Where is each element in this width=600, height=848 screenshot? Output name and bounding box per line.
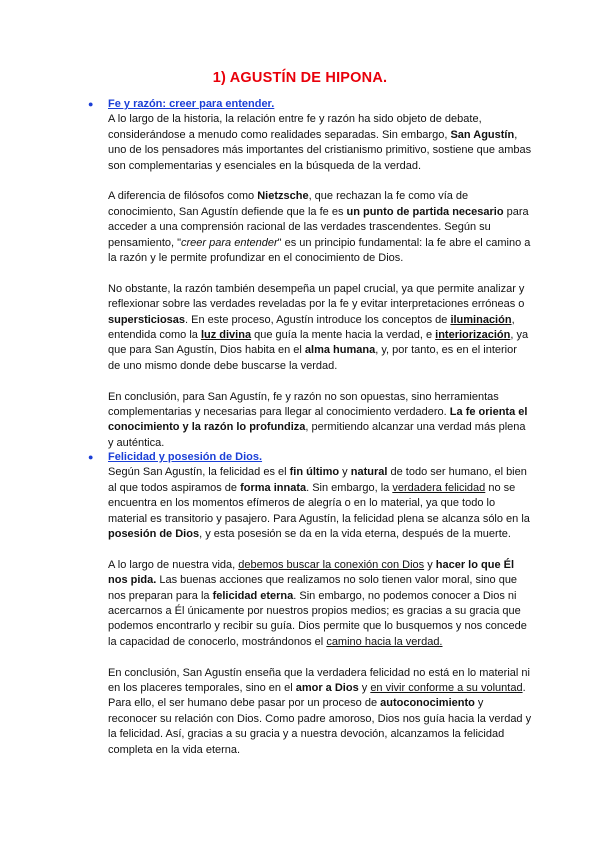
- text-run: creer para entender: [181, 236, 278, 249]
- text-run: , y, por tanto, es en el interior de uno mismo donde debe buscarse la verdad.: [108, 344, 517, 372]
- text-run: La fe orienta el conocimiento y la razón lo profundiza: [108, 406, 528, 434]
- section-body: [108, 465, 532, 758]
- paragraph: [108, 558, 532, 650]
- text-run: de todo ser humano, el bien al que todos aspiramos de: [108, 466, 527, 494]
- text-run: supersticiosas: [108, 313, 186, 326]
- text-run: iluminación: [450, 313, 512, 326]
- text-run: felicidad eterna: [212, 589, 294, 602]
- text-run: , permitiendo alcanzar una verdad más plena y auténtica.: [108, 421, 526, 449]
- text-run: . Sin embargo, no podemos conocer a Dios ni acercarnos a Él únicamente por nuestros propios medios; es gracias a su gracia que podemos encontrarlo y recibir su guía. Dios permite que lo busquemos y nos concede la capacidad de conocerlo, mostrándonos el: [108, 589, 527, 648]
- text-run: camino hacia la verdad.: [326, 635, 443, 648]
- text-run: Las buenas acciones que realizamos no solo tienen valor moral, sino que nos preparan para la: [108, 574, 518, 602]
- text-run: , entendida como la: [108, 313, 515, 342]
- text-run: , uno de los pensadores más importantes del cristianismo primitivo, sostiene que ambas son complementarias y esenciales en la búsqueda de la verdad.: [108, 128, 532, 172]
- text-run: y reconocer su relación con Dios. Como padre amoroso, Dios nos guía hacia la verdad y la felicidad. Así, gracias a su gracia y a nuestra devoción, alcanzamos la felicidad completa en la vida eterna.: [108, 697, 532, 756]
- text-run: debemos buscar la conexión con Dios: [238, 558, 425, 571]
- bullet-icon: ●: [88, 452, 94, 462]
- paragraph: [108, 666, 532, 758]
- text-run: forma innata: [240, 481, 307, 494]
- text-run: no se encuentra en los momentos efímeros de alegría o en lo material, ya que todo lo material es transitorio y pasajero. Para Agustín, la felicidad plena se alcanza sólo en la: [108, 481, 530, 525]
- text-run: y: [339, 466, 351, 479]
- text-run: luz divina: [200, 329, 252, 342]
- section-fe-y-razon: [88, 97, 532, 451]
- text-run: amor a Dios: [295, 682, 359, 695]
- text-run: , y esta posesión se da en la vida eterna, después de la muerte.: [199, 528, 511, 541]
- text-run: Según San Agustín, la felicidad es el: [108, 466, 290, 479]
- section-body: [108, 112, 532, 451]
- paragraph: [108, 282, 532, 374]
- text-run: hacer lo que Él nos pida.: [108, 558, 515, 587]
- text-run: , que rechazan la fe como vía de conocimiento, San Agustín defiende que la fe es: [108, 190, 469, 218]
- text-run: y: [358, 682, 371, 695]
- text-run: en vivir conforme a su voluntad: [370, 682, 523, 695]
- text-run: posesión de Dios: [108, 528, 200, 541]
- paragraph: [108, 189, 532, 266]
- bullet-icon: ●: [88, 99, 94, 109]
- text-run: alma humana: [304, 344, 376, 357]
- paragraph: [108, 112, 532, 174]
- text-run: Nietzsche: [257, 190, 309, 203]
- text-run: un punto de partida necesario: [346, 205, 504, 218]
- paragraph: [108, 390, 532, 452]
- text-run: En conclusión, para San Agustín, fe y razón no son opuestas, sino herramientas complementarias y necesarias para llegar al conocimiento verdadero.: [108, 390, 499, 419]
- text-run: fin último: [289, 466, 340, 479]
- text-run: A diferencia de filósofos como: [108, 190, 258, 203]
- text-run: En conclusión, San Agustín enseña que la verdadera felicidad no está en lo material ni en los placeres temporales, sino en el: [108, 666, 530, 695]
- paragraph: [108, 465, 532, 542]
- text-run: verdadera felicidad: [392, 481, 486, 494]
- text-run: interiorización: [435, 329, 511, 342]
- text-run: que guía la mente hacia la verdad, e: [251, 329, 436, 342]
- text-run: autoconocimiento: [380, 697, 475, 710]
- document-title: 1) AGUSTÍN DE HIPONA.: [212, 70, 388, 86]
- section-heading: Fe y razón: creer para entender.: [108, 98, 275, 110]
- text-run: , ya que para San Agustín, Dios habita en el: [108, 329, 529, 357]
- text-run: San Agustín: [450, 128, 515, 141]
- text-run: para acceder a una comprensión racional de las verdades trascendentes. Según su pensamiento, ": [108, 205, 529, 249]
- section-heading: Felicidad y posesión de Dios.: [108, 451, 263, 463]
- text-run: A lo largo de nuestra vida,: [108, 558, 239, 571]
- section-felicidad: [88, 450, 532, 758]
- text-run: y: [424, 558, 436, 571]
- text-run: natural: [350, 466, 388, 479]
- text-run: . En este proceso, Agustín introduce los conceptos de: [185, 313, 451, 326]
- text-run: A lo largo de la historia, la relación entre fe y razón ha sido objeto de debate, considerándose a menudo como realidades separadas. Sin embargo,: [108, 113, 482, 141]
- text-run: No obstante, la razón también desempeña un papel crucial, ya que permite analizar y reflexionar sobre las verdades reveladas por la fe y evitar interpretaciones erróneas o: [108, 282, 525, 311]
- text-run: . Sin embargo, la: [306, 481, 393, 494]
- text-run: . Para ello, el ser humano debe pasar por un proceso de: [108, 682, 526, 710]
- text-run: " es un principio fundamental: la fe abre el camino a la razón y le permite profundizar en el conocimiento de Dios.: [108, 236, 531, 265]
